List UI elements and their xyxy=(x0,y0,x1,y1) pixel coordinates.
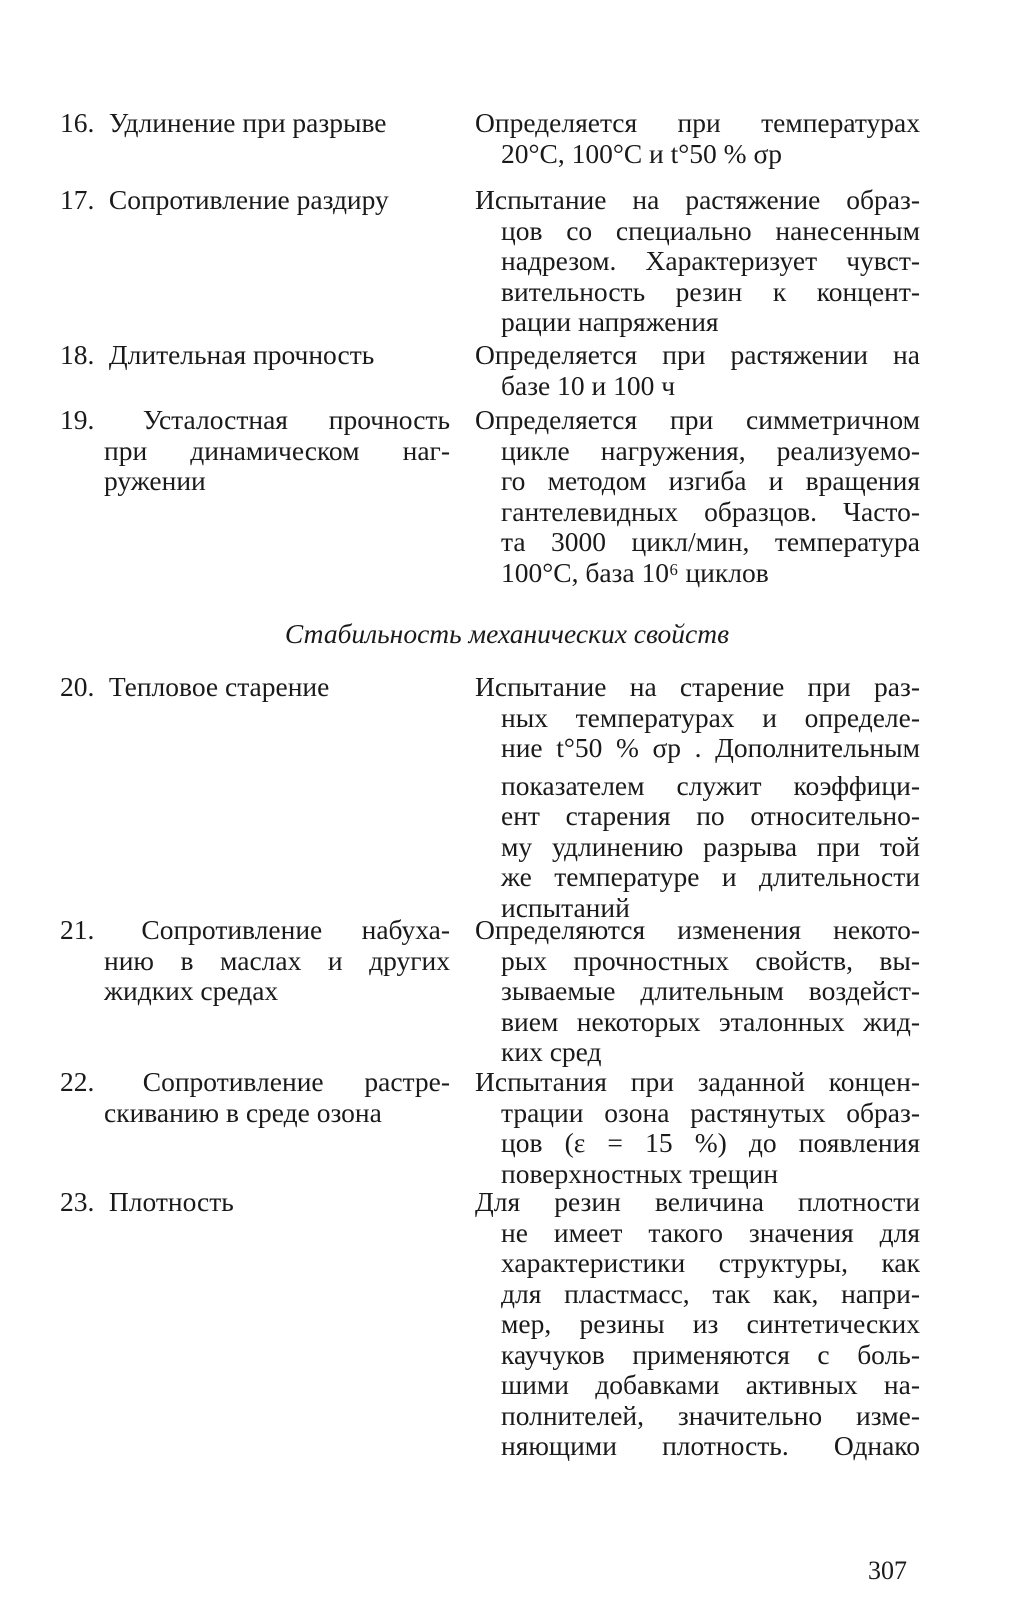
desc-line: характеристики структуры, как xyxy=(501,1247,920,1278)
term-line: ружении xyxy=(104,465,206,496)
desc-line: ент старения по относительно- xyxy=(501,800,920,831)
entry-description xyxy=(475,1067,920,1189)
desc-line: Определяется при растяжении на xyxy=(475,339,920,370)
desc-line: испытаний xyxy=(501,891,630,923)
entry-description xyxy=(475,185,920,338)
term-line xyxy=(60,1187,450,1218)
desc-line: надрезом. Характеризует чувст- xyxy=(501,245,920,276)
term-line xyxy=(60,405,450,436)
term-line: при динамическом наг- xyxy=(104,434,450,466)
desc-line: та 3000 цикл/мин, температура xyxy=(501,526,920,557)
desc-line: поверхностных трещин xyxy=(501,1157,779,1189)
desc-line: показателем служит коэффици- xyxy=(501,769,920,801)
desc-line: 100°С, база 10⁶ циклов xyxy=(501,556,769,588)
desc-line: вием некоторых эталонных жид- xyxy=(501,1005,920,1037)
term-line xyxy=(60,340,450,371)
term-text: Удлинение при разрыве xyxy=(108,107,387,138)
entry-term xyxy=(60,1067,450,1128)
desc-line: для пластмасс, так как, напри- xyxy=(501,1277,920,1309)
entry-number: 20. xyxy=(60,671,95,702)
desc-line: ких сред xyxy=(501,1036,602,1067)
entry-description xyxy=(475,108,920,169)
desc-line: зываемые длительным воздейст- xyxy=(501,975,920,1006)
entry-number: 21. xyxy=(60,914,95,945)
term-text: Плотность xyxy=(108,1186,234,1217)
term-text: Сопротивление набуха- xyxy=(141,914,450,945)
term-line: жидких средах xyxy=(104,975,279,1006)
term-text: Тепловое старение xyxy=(108,671,330,702)
desc-line: цов со специально нанесенным xyxy=(501,214,920,246)
entry-term xyxy=(60,915,450,1007)
desc-line: ных температурах и определе- xyxy=(501,701,920,733)
entry-description xyxy=(475,1187,920,1462)
desc-line: базе 10 и 100 ч xyxy=(501,369,676,401)
entry-term xyxy=(60,340,450,371)
desc-line: вительность резин к концент- xyxy=(501,275,920,307)
entry-term xyxy=(60,672,450,703)
entry-description xyxy=(475,915,920,1068)
term-line xyxy=(60,185,450,216)
desc-line: Определяется при температурах xyxy=(475,107,920,138)
entry-number: 16. xyxy=(60,107,95,138)
term-line xyxy=(60,915,450,946)
term-line xyxy=(60,1067,450,1098)
desc-line: трации озона растянутых образ- xyxy=(501,1096,920,1128)
term-text: Длительная прочность xyxy=(108,339,375,370)
desc-line: мер, резины из синтетических xyxy=(501,1308,920,1339)
entry-term xyxy=(60,108,450,139)
desc-line: Испытания при заданной концен- xyxy=(475,1066,920,1097)
desc-line: гантелевидных образцов. Часто- xyxy=(501,495,920,527)
desc-line: Для резин величина плотности xyxy=(475,1186,920,1217)
desc-line: рации напряжения xyxy=(501,306,719,337)
desc-line: 20°С, 100°С и t°50 % σр xyxy=(501,137,783,169)
desc-line: го методом изгиба и вращения xyxy=(501,465,920,496)
desc-line: цикле нагружения, реализуемо- xyxy=(501,434,920,466)
term-line: скиванию в среде озона xyxy=(104,1096,382,1128)
entry-number: 18. xyxy=(60,339,95,370)
section-title: Стабильность механических свойств xyxy=(284,618,730,649)
term-line xyxy=(60,672,450,703)
entry-number: 19. xyxy=(60,404,95,435)
term-text: Сопротивление растре- xyxy=(142,1066,450,1097)
entry-number: 23. xyxy=(60,1186,95,1217)
desc-line: шими добавками активных на- xyxy=(501,1369,920,1400)
desc-line: Определяются изменения некото- xyxy=(475,914,920,945)
entry-term xyxy=(60,1187,450,1218)
term-line xyxy=(60,108,450,139)
desc-line: не имеет такого значения для xyxy=(501,1216,920,1248)
entry-description xyxy=(475,340,920,401)
desc-line: цов (ε = 15 %) до появления xyxy=(501,1127,920,1158)
entry-description xyxy=(475,405,920,588)
entry-description xyxy=(475,672,920,923)
desc-line: Определяется при симметричном xyxy=(475,404,920,435)
desc-line: му удлинению разрыва при той xyxy=(501,830,920,862)
desc-line: Испытание на старение при раз- xyxy=(475,671,920,702)
desc-line: няющими плотность. Однако xyxy=(501,1430,920,1461)
entry-term xyxy=(60,405,450,497)
page-number: 307 xyxy=(868,1556,907,1585)
entry-term xyxy=(60,185,450,216)
desc-line: каучуков применяются с боль- xyxy=(501,1338,920,1370)
desc-line: ние t°50 % σр . Дополнительным xyxy=(501,732,920,763)
term-text: Усталостная прочность xyxy=(142,404,450,435)
desc-line: полнителей, значительно изме- xyxy=(501,1399,920,1431)
desc-line: же температуре и длительности xyxy=(501,861,920,892)
term-line: нию в маслах и других xyxy=(104,944,450,976)
desc-line: рых прочностных свойств, вы- xyxy=(501,944,920,976)
desc-line: Испытание на растяжение образ- xyxy=(475,184,920,215)
term-text: Сопротивление раздиру xyxy=(108,184,389,215)
entry-number: 22. xyxy=(60,1066,95,1097)
entry-number: 17. xyxy=(60,184,95,215)
